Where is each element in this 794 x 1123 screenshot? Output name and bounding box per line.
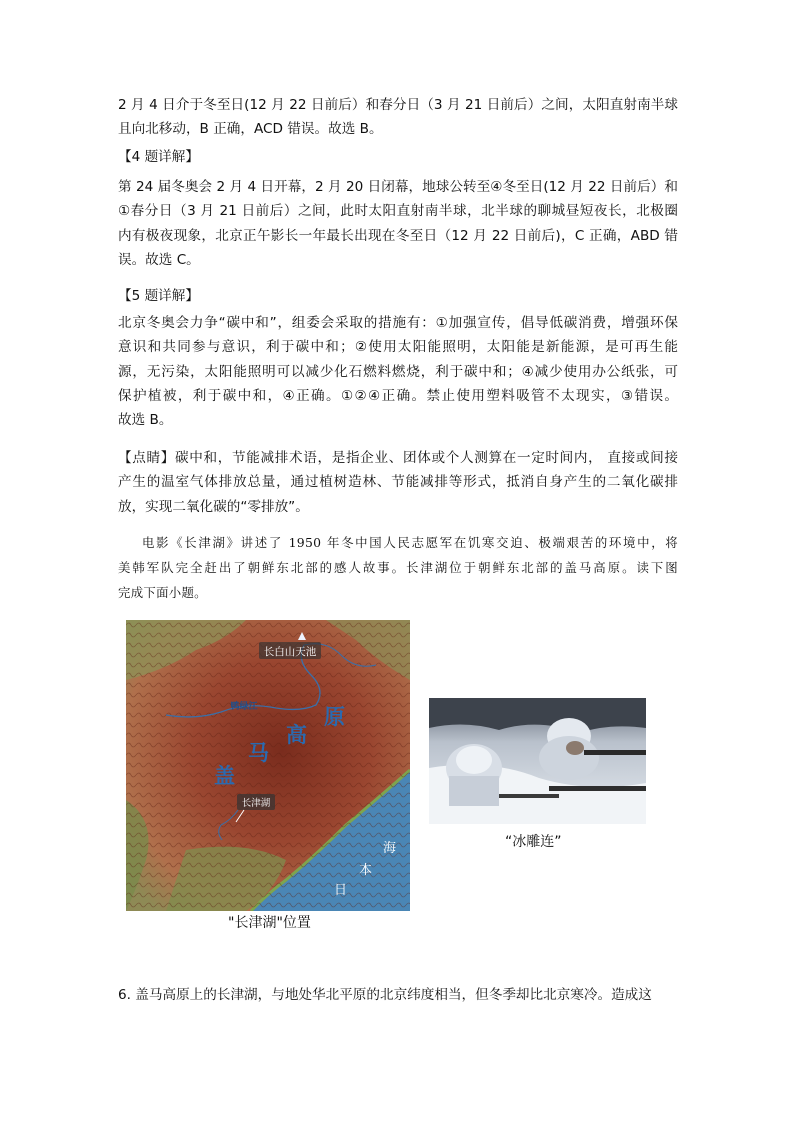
ice-sculpture-company-photo bbox=[429, 698, 646, 824]
map-caption: "长津湖"位置 bbox=[228, 915, 311, 931]
text-line: 误。故选 C。 bbox=[118, 251, 200, 268]
photo-caption: “冰雕连” bbox=[505, 834, 562, 850]
text-line: 且向北移动，B 正确，ACD 错误。故选 B。 bbox=[118, 121, 383, 138]
label-changbai-tianchi: 长白山天池 bbox=[263, 646, 317, 658]
text-line: 第 24 届冬奥会 2 月 4 日开幕，2 月 20 日闭幕，地球公转至④冬至日(12 月 22 日前后）和 bbox=[118, 179, 678, 195]
plateau-char-3: 高 bbox=[286, 723, 307, 747]
sea-char-1: 日 bbox=[334, 883, 348, 898]
sea-char-2: 本 bbox=[359, 863, 373, 878]
sea-char-3: 海 bbox=[383, 841, 397, 856]
key-point-paragraph bbox=[118, 446, 678, 519]
label-yalu-river: 鸭绿江 bbox=[230, 702, 258, 712]
text-line: 源，无污染，太阳能照明可以减少化石燃料燃烧，利于碳中和；④减少使用办公纸张，可 bbox=[118, 363, 678, 380]
answer-paragraph-3 bbox=[118, 93, 678, 142]
text-line: 产生的温室气体排放总量，通过植树造林、节能减排等形式，抵消自身产生的二氧化碳排 bbox=[118, 474, 678, 491]
text-line: 北京冬奥会力争“碳中和”，组委会采取的措施有：①加强宣传，倡导低碳消费，增强环保 bbox=[118, 315, 678, 331]
text-line: 美韩军队完全赶出了朝鲜东北部的感人故事。长津湖位于朝鲜东北部的盖马高原。读下图 bbox=[118, 560, 678, 575]
text-line: 故选 B。 bbox=[118, 412, 173, 429]
plateau-char-2: 马 bbox=[248, 741, 269, 765]
text-line: 内有极夜现象，北京正午影长一年最长出现在冬至日（12 月 22 日前后)，C 正确，ABD 错 bbox=[118, 227, 678, 244]
reading-material-paragraph bbox=[118, 530, 678, 605]
plateau-char-4: 原 bbox=[324, 705, 345, 729]
question-6: 6. 盖马高原上的长津湖，与地处华北平原的北京纬度相当，但冬季却比北京寒冷。造成这 bbox=[118, 987, 652, 1003]
answer-paragraph-5 bbox=[118, 311, 678, 432]
text-line: 完成下面小题。 bbox=[118, 585, 207, 600]
label-changjin-lake: 长津湖 bbox=[241, 798, 271, 809]
text-line: 保护植被，利于碳中和，④正确。①②④正确。禁止使用塑料吸管不太现实，③错误。 bbox=[118, 387, 678, 404]
changjin-lake-map bbox=[126, 620, 410, 911]
plateau-char-1: 盖 bbox=[214, 764, 235, 788]
text-line: 电影《长津湖》讲述了 1950 年冬中国人民志愿军在饥寒交迫、极端艰苦的环境中，将 bbox=[142, 535, 678, 550]
text-line: 放，实现二氧化碳的“零排放”。 bbox=[118, 498, 309, 515]
answer-paragraph-4 bbox=[118, 175, 678, 272]
text-line: 意识和共同参与意识，利于碳中和；②使用太阳能照明，太阳能是新能源，是可再生能 bbox=[118, 339, 678, 356]
text-line: 【点睛】碳中和，节能减排术语，是指企业、团体或个人测算在一定时间内， 直接或间接 bbox=[118, 450, 678, 466]
text-line: 2 月 4 日介于冬至日(12 月 22 日前后）和春分日（3 月 21 日前后）之间，太阳直射南半球 bbox=[118, 97, 678, 113]
heading-question-4: 【4 题详解】 bbox=[118, 149, 199, 165]
text-line: ①春分日（3 月 21 日前后）之间，此时太阳直射南半球，北半球的聊城昼短夜长，北极圈 bbox=[118, 203, 678, 220]
heading-question-5: 【5 题详解】 bbox=[118, 288, 199, 304]
